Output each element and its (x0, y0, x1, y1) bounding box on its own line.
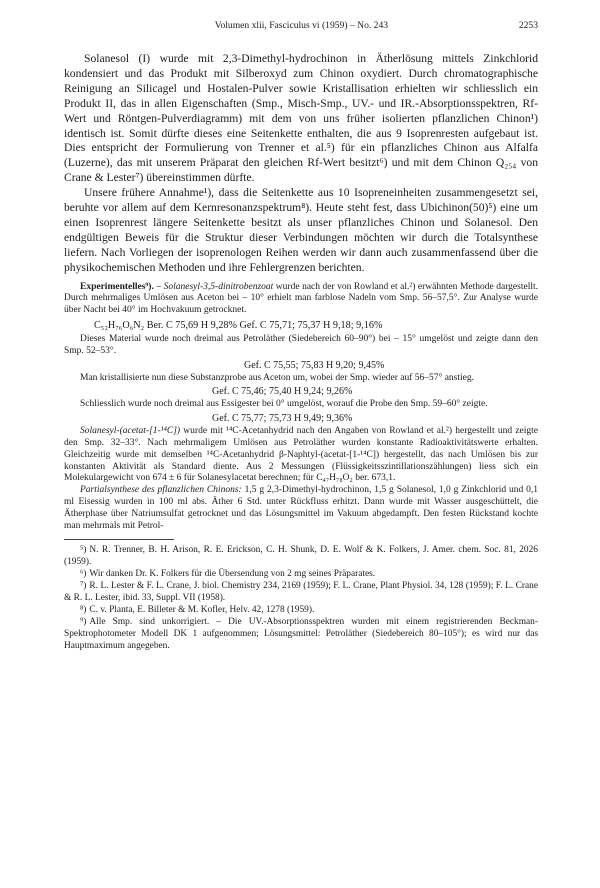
footnote-7 (64, 581, 538, 605)
experimental-paragraph-4: Schliesslich wurde noch dreimal aus Essigester bei 0° umgelöst, worauf die Probe den Smp. 59–60° zeigte. (80, 399, 488, 410)
footnote-mark: ⁵) (80, 545, 87, 556)
footnote-9 (64, 617, 538, 653)
experimental-text-1: wurde nach der von Rowland et al.²) erwähnten Methode dargestellt. Durch mehrmaliges Umlösen aus Aceton bei – 10° erhielt man farblose Nadeln vom Smp. 56–57,5°. Zur Analyse wurde über Nacht bei 40° im Hochvakuum getrocknet. (64, 281, 538, 316)
experimental-section (64, 282, 538, 533)
footnote-mark: ⁷) (80, 581, 87, 592)
footnote-mark: ⁶) (80, 569, 87, 580)
paragraph-2: Unsere frühere Annahme¹), dass die Seitenkette aus 10 Isopreneinheiten zusammengesetzt sei, beruhte vor allem auf dem Kernresonanzspektrum⁸). Heute steht fest, dass Ubichinon(50)⁵) eine um einen Isoprenrest längere Seitenkette besitzt als unser pflanzliches Chinon und Solanesol. Den endgültigen Beweis für die Struktur dieser Verbindungen möchten wir durch die Totalsynthese liefern. Nach Vorliegen der isoprenologen Reihen werden wir dann auch zusammenfassend über die physikochemischen Methoden und ihre Fehlergrenzen berichten. (64, 186, 538, 274)
experimental-paragraph-3: Man kristallisierte nun diese Substanzprobe aus Aceton um, wobei der Smp. wieder auf 56–57° anstieg. (80, 372, 475, 383)
footnote-5 (64, 545, 538, 569)
footnote-text: N. R. Trenner, B. H. Arison, R. E. Erickson, C. H. Shunk, D. E. Wolf & K. Folkers, J. Amer. chem. Soc. 81, 2026 (1959). (64, 545, 538, 568)
analysis-found-3: Gef. C 75,46; 75,40 H 9,24; 9,26% (212, 386, 353, 398)
footnote-text: Wir danken Dr. K. Folkers für die Übersendung von 2 mg seines Präparates. (89, 569, 376, 580)
experimental-heading: Experimentelles⁹). (80, 281, 154, 292)
compound-name-1: Solanesyl-3,5-dinitrobenzoat (163, 281, 274, 292)
experimental-paragraph-2: Dieses Material wurde noch dreimal aus Petroläther (Siedebereich 60–90°) bei – 15° umgelöst und zeigte dann den Smp. 52–53°. (64, 333, 538, 356)
compound-name-2: Solanesyl-(acetat-[1-¹⁴C]) (80, 426, 181, 437)
main-text (64, 52, 538, 276)
footnote-mark: ⁸) (80, 604, 87, 615)
experimental-paragraph-5 (64, 426, 538, 485)
analysis-found-4: Gef. C 75,77; 75,73 H 9,49; 9,36% (212, 413, 353, 425)
section-title-synthesis: Partialsynthese des pflanzlichen Chinons: (80, 485, 242, 496)
footnote-text: R. L. Lester & F. L. Crane, J. biol. Chemistry 234, 2169 (1959); F. L. Crane, Plant Physiol. 34, 128 (1959); F. L. Crane & R. L. Lester, ibid. 33, Suppl. VII (1958). (64, 581, 538, 603)
dash: – (156, 281, 164, 292)
footnotes (64, 545, 538, 652)
experimental-paragraph-6 (64, 485, 538, 532)
footnote-divider (64, 539, 174, 540)
footnote-6 (64, 569, 538, 581)
footnote-text: C. v. Planta, E. Billeter & M. Kofler, Helv. 42, 1278 (1959). (89, 604, 315, 615)
footnote-mark: ⁹) (80, 616, 87, 627)
experimental-text-6: 1,5 g 2,3-Dimethyl-hydrochinon, 1,5 g Solanesol, 1,0 g Zinkchlorid und 0,1 ml Eisessig wurden in 100 ml abs. Äther 6 Std. unter Rückfluss erhitzt. Dann wurde mit Wasser ausgeschüttelt, die Ätherphase über Natriumsulfat getrocknet und das Lösungsmittel im Vakuum abgedampft. Den festen Rückstand kochte man mehrmals mit Petrol- (64, 485, 538, 531)
running-head: Volumen xlii, Fasciculus vi (1959) – No. 243 (214, 20, 389, 31)
analysis-found-2: Gef. C 75,55; 75,83 H 9,20; 9,45% (244, 359, 385, 371)
page-header (64, 20, 538, 31)
paragraph-1: Solanesol (I) wurde mit 2,3-Dimethyl-hydrochinon in Ätherlösung mittels Zinkchlorid kondensiert und das Produkt mit Silberoxyd zum Chinon oxydiert. Durch chromatographische Reinigung an Silicagel und Hostalen-Pulver sowie Kristallisation erhielten wir schliesslich ein Produkt II, das in allen Eigenschaften (Smp., Misch-Smp., UV.- und IR.-Absorptionsspektren, Rf-Wert und Röntgen-Pulverdiagramm) mit dem von uns früher isolierten pflanzlichen Chinon¹) identisch ist. Somit dürfte dieses eine Seitenkette enthalten, die aus 9 Isoprenresten aufgebaut ist. Dies entspricht der Formulierung von Trenner et al.⁵) für ein pflanzliches Chinon aus Alfalfa (Luzerne), das mit unserem Präparat den gleichen Rf-Wert besitzt⁶) und mit dem Chinon Q₂₅₄ von Crane & Lester⁷) übereinstimmen dürfte. (64, 52, 538, 185)
footnote-text: Alle Smp. sind unkorrigiert. – Die UV.-Absorptionsspektren wurden mit einem registrierenden Beckman-Spektrophotometer Modell DK 1 aufgenommen; Lösungsmittel: Petroläther (Siedebereich 80–105°); es wird nur das Hauptmaximum angegeben. (64, 616, 538, 651)
footnote-8 (64, 605, 538, 617)
analysis-formula: C₅₂H₇₆O₆N₂ Ber. C 75,69 H 9,28% Gef. C 75,71; 75,37 H 9,18; 9,16% (94, 319, 383, 331)
experimental-text-5: wurde mit ¹⁴C-Acetanhydrid nach den Angaben von Rowland et al.²) hergestellt und zeigte den Smp. 32–33°. Nach mehrmaligem Umlösen aus Petroläther wurden konstante Radioaktivitätswerte erhalten. Gleichzeitig wurde mit demselben ¹⁴C-Acetanhydrid β-Naphtyl-(acetat-[1-¹⁴C]) hergestellt, das nach Umlösen bis zur konstanten Aktivität als Standard diente. Aus 2 Messungen (Flüssigkeitsszintillationszählungen) liess sich ein Molekulargewicht von 674 ± 6 für Solanesylacetat berechnen; für C₄₇H₇₈O₂ ber. 673,1. (64, 426, 538, 484)
page-number: 2253 (518, 20, 538, 31)
experimental-paragraph-1 (64, 282, 538, 317)
